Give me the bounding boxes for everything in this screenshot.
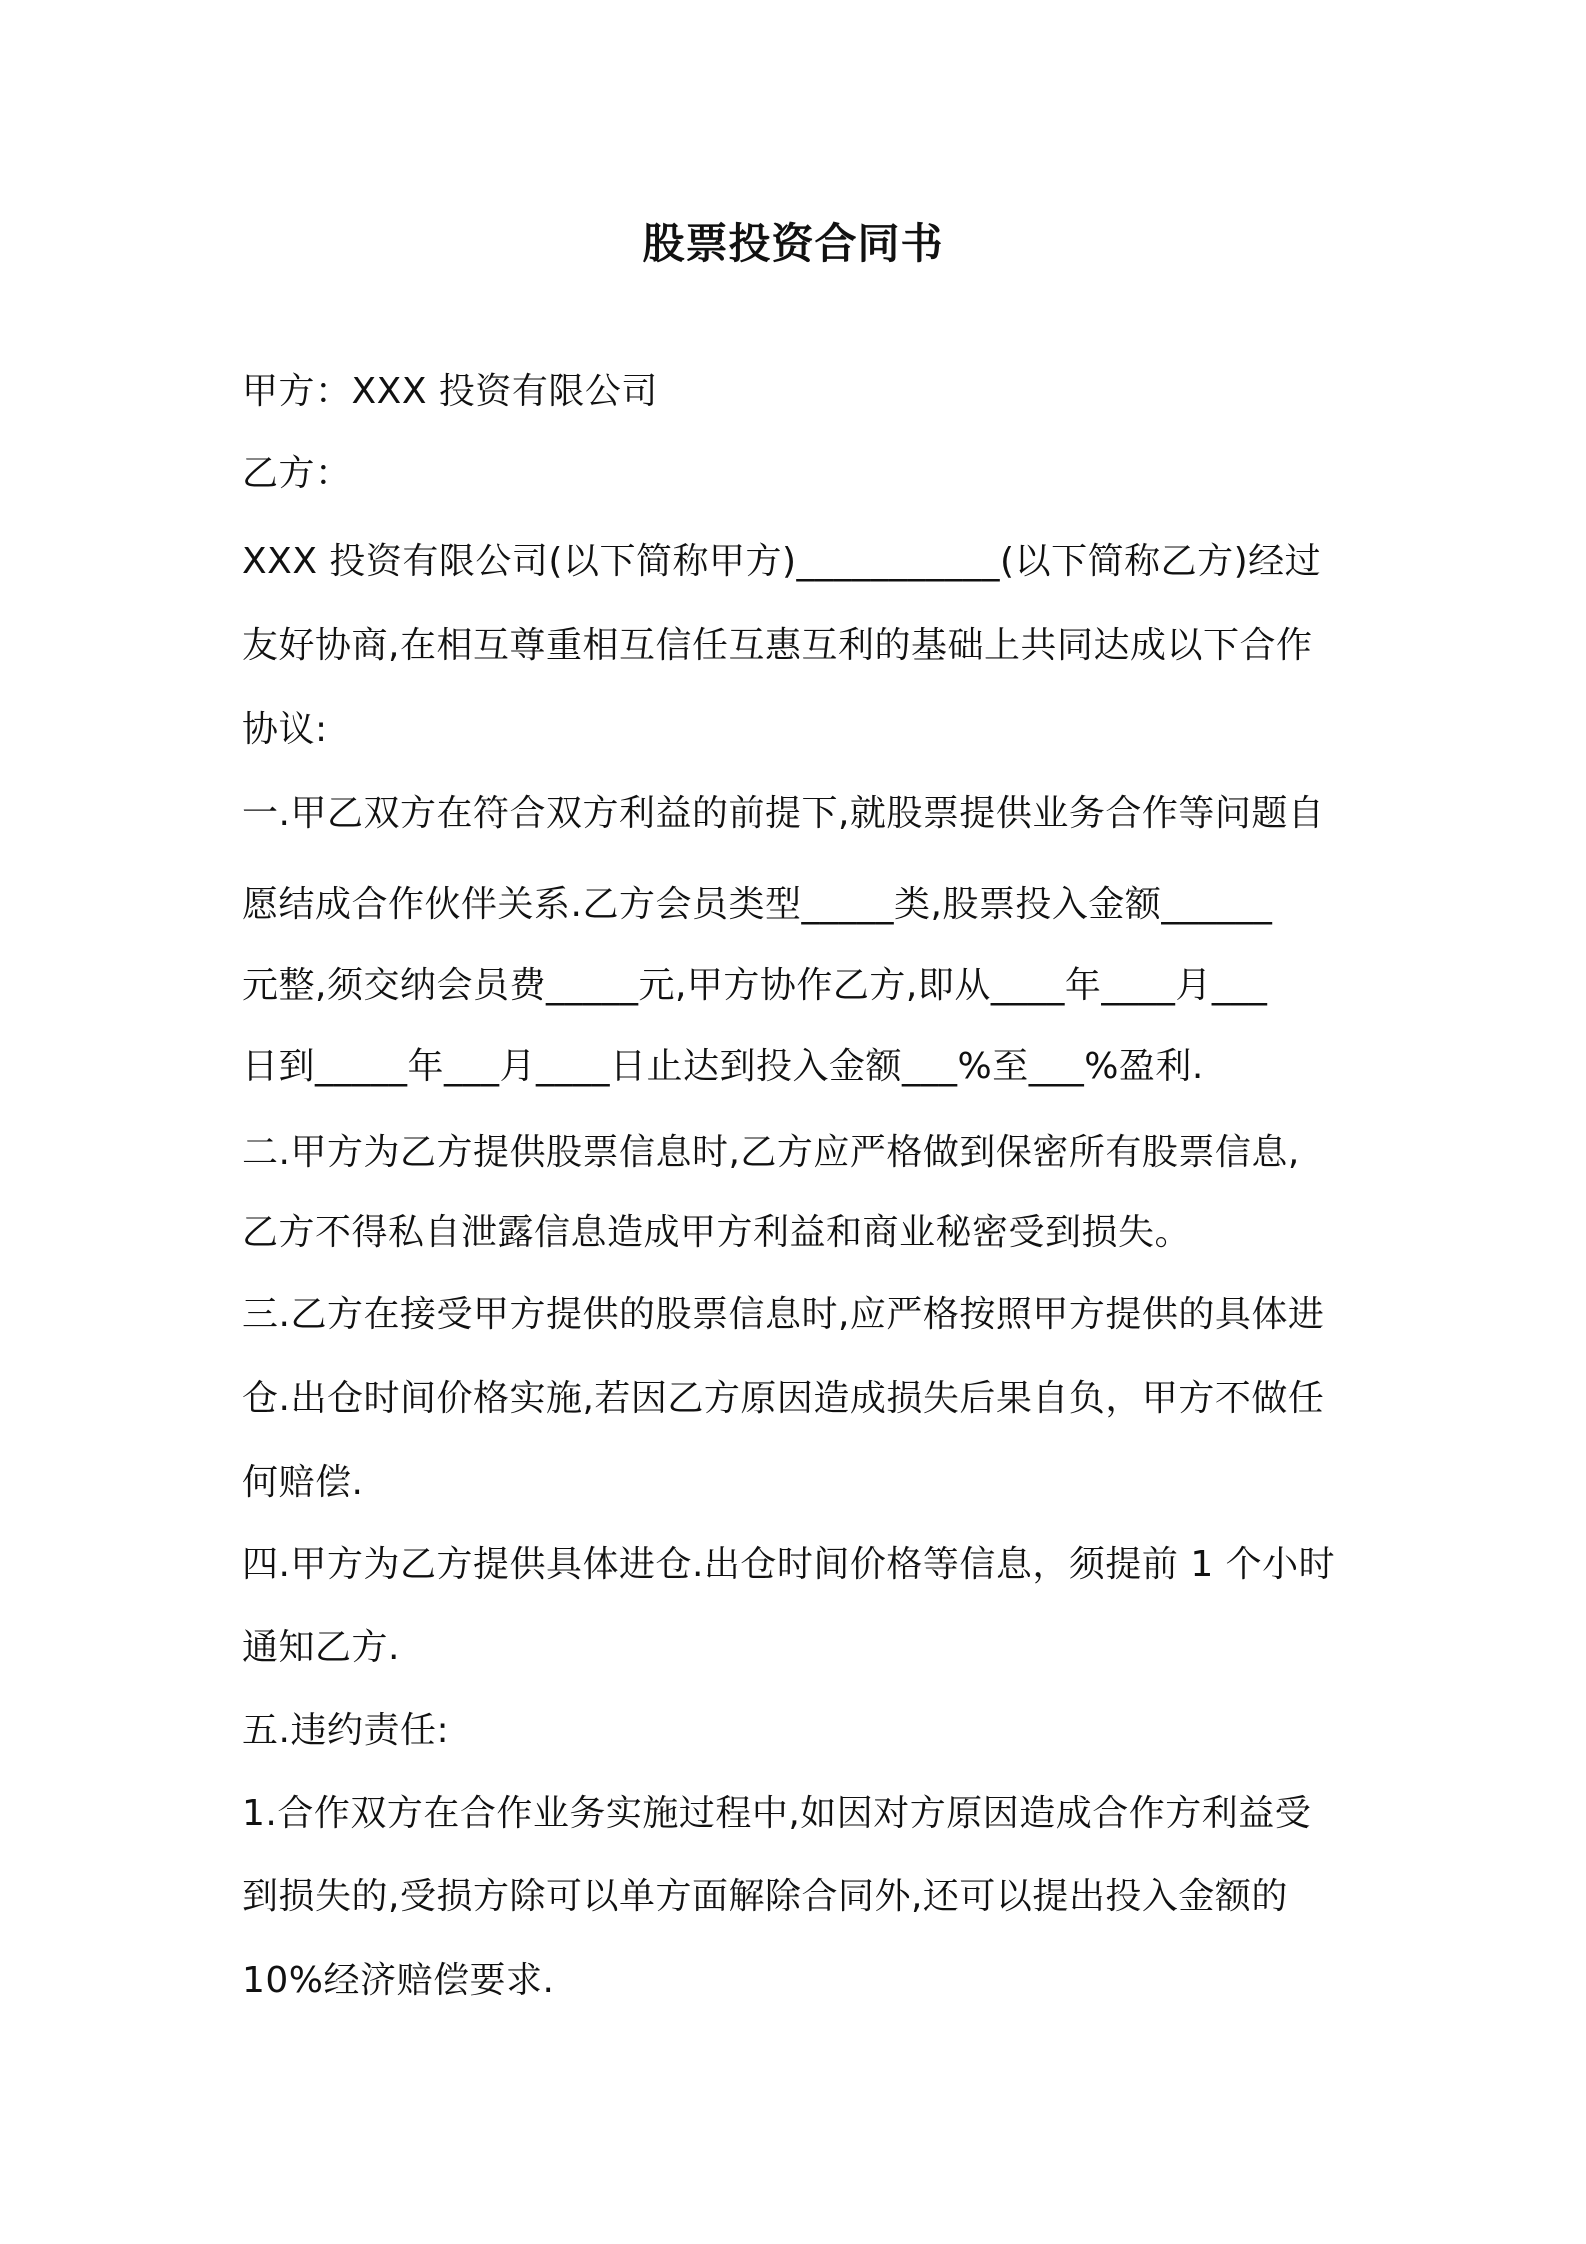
party-a-line: 甲方：XXX 投资有限公司 [242,371,658,412]
clause-3-line-1: 三.乙方在接受甲方提供的股票信息时,应严格按照甲方提供的具体进 [242,1294,1325,1335]
clause-3-line-2: 仓.出仓时间价格实施,若因乙方原因造成损失后果自负，甲方不做任 [242,1378,1325,1419]
preamble-line-3: 协议: [242,709,328,750]
clause-5-item-1-line-1: 1.合作双方在合作业务实施过程中,如因对方原因造成合作方利益受 [242,1793,1312,1834]
clause-3-line-3: 何赔偿. [242,1462,364,1503]
clause-2-line-2: 乙方不得私自泄露信息造成甲方利益和商业秘密受到损失。 [242,1212,1192,1253]
clause-2-line-1: 二.甲方为乙方提供股票信息时,乙方应严格做到保密所有股票信息, [242,1132,1300,1173]
clause-4-line-2: 通知乙方. [242,1627,400,1668]
preamble-line-1: XXX 投资有限公司(以下简称甲方)___________(以下简称乙方)经过 [242,541,1322,582]
clause-1-line-4: 日到_____年___月____日止达到投入金额___%至___%盈利. [242,1046,1204,1087]
party-b-line: 乙方： [242,453,352,494]
clause-5-item-1-line-2: 到损失的,受损方除可以单方面解除合同外,还可以提出投入金额的 [242,1876,1288,1917]
clause-1-line-1: 一.甲乙双方在符合双方利益的前提下,就股票提供业务合作等问题自 [242,793,1325,834]
clause-5-heading: 五.违约责任: [242,1710,450,1751]
preamble-line-2: 友好协商,在相互尊重相互信任互惠互利的基础上共同达成以下合作 [242,625,1313,666]
clause-5-item-1-line-3: 10%经济赔偿要求. [242,1960,555,2001]
document-title: 股票投资合同书 [642,219,944,268]
clause-1-line-2: 愿结成合作伙伴关系.乙方会员类型_____类,股票投入金额______ [242,884,1273,925]
clause-4-line-1: 四.甲方为乙方提供具体进仓.出仓时间价格等信息，须提前 1 个小时 [242,1544,1336,1585]
clause-1-line-3: 元整,须交纳会员费_____元,甲方协作乙方,即从____年____月___ [242,965,1268,1006]
